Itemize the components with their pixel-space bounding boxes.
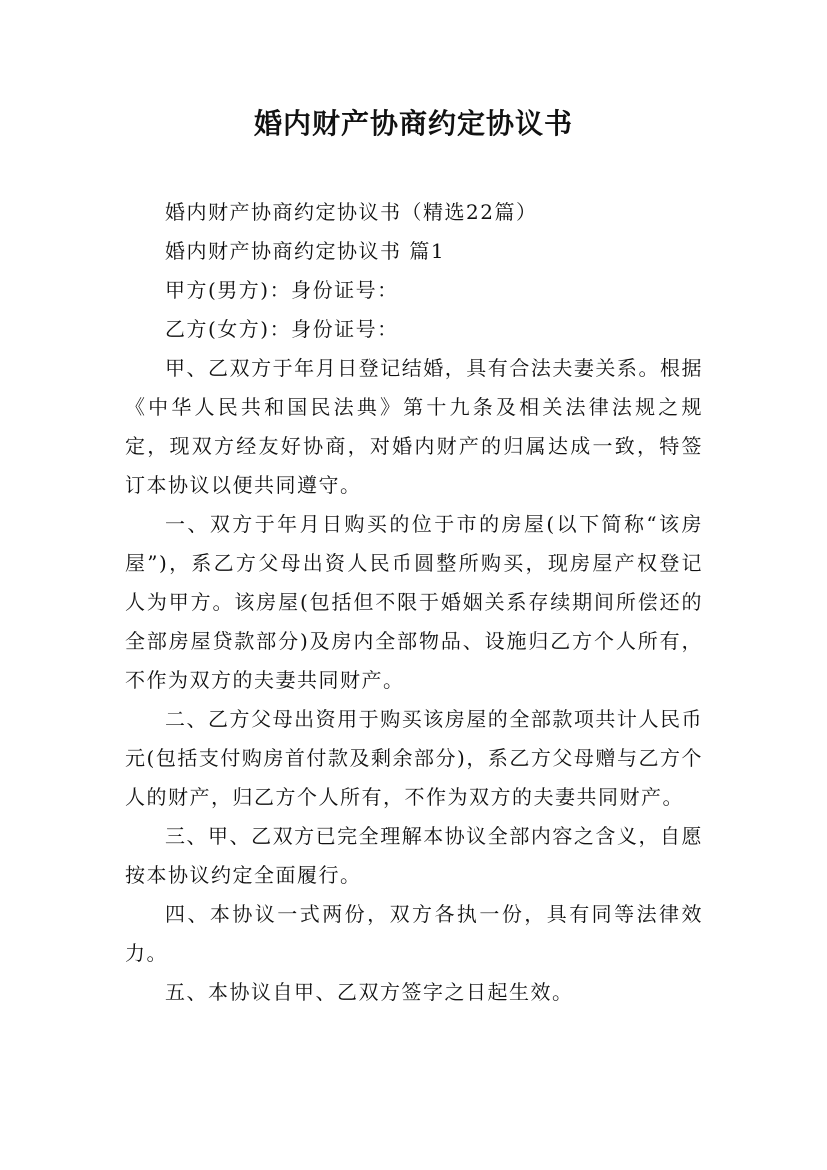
document-title: 婚内财产协商约定协议书 [253, 107, 573, 140]
document-body [125, 193, 703, 1012]
party-b-line: 乙方(女方)：身份证号： [165, 317, 399, 341]
clause-3-paragraph: 三、甲、乙双方已完全理解本协议全部内容之含义，自愿按本协议约定全面履行。 [125, 824, 703, 887]
subtitle-paragraph: 婚内财产协商约定协议书（精选22篇） [165, 200, 538, 224]
clause-2-paragraph: 二、乙方父母出资用于购买该房屋的全部款项共计人民币元(包括支付购房首付款及剩余部分)，系乙方父母赠与乙方个人的财产，归乙方个人所有，不作为双方的夫妻共同财产。 [125, 707, 703, 809]
preamble-paragraph: 甲、乙双方于年月日登记结婚，具有合法夫妻关系。根据《中华人民共和国民法典》第十九条及相关法律法规之规定，现双方经友好协商，对婚内财产的归属达成一致，特签订本协议以便共同遵守。 [125, 356, 703, 497]
party-a-line: 甲方(男方)：身份证号： [165, 278, 399, 302]
clause-5-paragraph: 五、本协议自甲、乙双方签字之日起生效。 [165, 980, 574, 1004]
section-heading: 婚内财产协商约定协议书 篇1 [165, 239, 446, 263]
clause-1-paragraph: 一、双方于年月日购买的位于市的房屋(以下简称“该房屋”)，系乙方父母出资人民币圆整所购买，现房屋产权登记人为甲方。该房屋(包括但不限于婚姻关系存续期间所偿还的全部房屋贷款部分)及房内全部物品、设施归乙方个人所有，不作为双方的夫妻共同财产。 [125, 512, 703, 692]
clause-4-paragraph: 四、本协议一式两份，双方各执一份，具有同等法律效力。 [125, 902, 703, 965]
